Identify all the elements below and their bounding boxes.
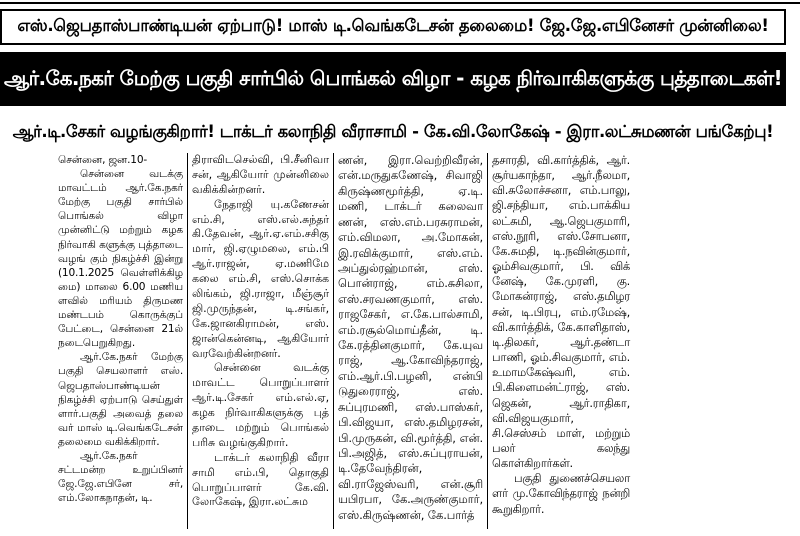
paragraph: பகுதி துணைச்செயலா ளர் மு.கோவிந்தராஜ் நன்றி கூறுகிறார்.	[492, 471, 630, 516]
article-column-2	[187, 153, 333, 529]
top-rule	[0, 0, 800, 9]
paragraph: திராவிடசெல்வி, பி.சீனிவா சன், ஆகியோர் முன்னிலை வகிக்கின்றனர்.	[192, 153, 329, 196]
article-column-4	[487, 153, 634, 529]
article-body	[54, 153, 784, 529]
paragraph: சென்னை வடக்கு மாவட்டம் ஆர்.கே.நகர் மேற்கு பகுதி சார்பில் பொங்கல் விழா முன்னிட்டு மற்றும் கழக நிர்வாகி களுக்கு புத்தாடை வழங் கும் நிகழ்ச்சி இன்று (10.1.2025 வெள்ளிக்கிழ மை) மாலை 6.00 மணிய ளவில் மரியம் திருமண மண்டபம் கொருக்குப் பேட்டை, சென்னை 21ல் நடைபெறுகிறது.	[58, 168, 183, 350]
paragraph: ஆர்.கே.நகர் மேற்கு பகுதி செயலாளர் எஸ். ஜெபதாஸ்பாண்டியன் நிகழ்ச்சி ஏற்பாடு செய்துள் ளார்.பகுதி அவைத் தலை வர் மாஸ் டி.வெங்கடேசன் தலைமை வகிக்கிறார்.	[58, 351, 183, 448]
headline: ஆர்.கே.நகர் மேற்கு பகுதி சார்பில் பொங்கல் விழா - கழக நிர்வாகிகளுக்கு புத்தாடைகள்!	[3, 65, 783, 90]
paragraph: டாக்டர் கலாநிதி வீரா சாமி எம்.பி, தொகுதி பொறுப்பாளர் கே.வி. லோகேஷ், இரா.லட்சும	[192, 450, 329, 509]
kicker-box	[0, 9, 786, 45]
headline-banner	[0, 52, 786, 106]
article-column-3	[333, 153, 487, 529]
kicker-line: எஸ்.ஜெபதாஸ்பாண்டியன் ஏற்பாடு! மாஸ் டி.வெங்கடேசன் தலைமை! ஜே.ஜே.எபினேசர் முன்னிலை!	[17, 16, 769, 35]
paragraph: நேதாஜி யு.கணேசன் எம்.சி, எஸ்.எல்.சுந்தர் கி.தேவன், ஆர்.ஏ.எம்.சசிகு மார், ஜி.ஏழுமலை, எம்.பி ஆர்.ராஜன், ஏ.மணிமே கலை எம்.சி, எஸ்.சொக்க லிங்கம், ஜி.ராஜா, மீஞ்சூர் ஜி.முருந்தன், டி.சங்கர், கே.ஜானகிராமன், எஸ். ஜான்கென்னடி, ஆகியோர் வரவேற்கின்றனர்.	[192, 197, 329, 360]
paragraph: தசாரதி, வி.கார்த்திக், ஆர். சூர்யகாந்தா, ஆர்.நீலமா, வி.சுலோச்சனா, எம்.பாலு, ஜி.சந்தியா, எம்.பாக்கிய லட்சுமி, ஆ.ஜெபகுமாரி, எஸ்.நூரி, எஸ்.சோபனா, கே.சுமதி, டி.நவின்குமார், ஓம்சிவகுமார், பி. விக் னேஷ், கே.முரளி, கு. மோகன்ராஜ், எஸ்.தமிழர சன், டி.பிரபு, எம்.ரமேஷ், வி.கார்த்திக், கே.காளிதாஸ், டி.திலகர், ஆர்.தண்டா பாணி, ஓம்.சிவகுமார், எம். உமாமகேஷ்வரி, எம். பி.கிளைமன்ட்ராஜ், எஸ். ஜெகன், ஆர்.ராதிகா, வி.விஜயகுமார், சி.செஸ்சம் மாள், மற்றும் பலர் கலந்து கொள்கிறார்கள்.	[492, 153, 630, 471]
paragraph: சென்னை வடக்கு மாவட்ட பொறுப்பாளர் ஆர்.டி.சேகர் எம்.எல்.ஏ, கழக நிர்வாகிகளுக்கு புத் தாடை மற்றும் பொங்கல் பரிசு வழங்குகிறார்.	[192, 361, 329, 449]
subheading: ஆர்.டி.சேகர் வழங்குகிறார்! டாக்டர் கலாநிதி வீராசாமி - கே.வி.லோகேஷ் - இரா.லட்சுமணன் பங்கேற்பு!	[12, 122, 774, 141]
paragraph: ணன், இரா.வெற்றிவீரன், என்.மருதுகணேஷ், சிவாஜி கிருஷ்ணமூர்த்தி, ஏ.டி. மணி, டாக்டர் கலைவா ணன், எஸ்.எம்.பரசுராமன், எம்.விமலா, அ.மோகன், இ.ரவிக்குமார், எஸ்.எம். அப்துல்ரஹ்மான், எஸ். பொன்ராஜ், எம்.சுசிலா, எஸ்.சரவணகுமார், எஸ். ராஜசேகர், எ.கே.பால்சாமி, எம்.ரசூல்மொய்தீன், டி. கே.ரத்தினகுமார், கே.யுவ ராஜ், ஆ.கோவிந்தராஜ், எம்.ஆர்.பி.பழனி, என்பி டுதுரைராஜ், எஸ். சுப்புரமணி, எஸ்.பாஸ்கர், பி.விஜயா, எஸ்.தமிழரசன், பி.முருகன், வி.மூர்த்தி, என். பி.அஜித், எஸ்.சுப்புராயன், டி.தேவேந்திரன், வி.ராஜேஸ்வரி, என்.சூரி யபிரபா, கே.அருண்குமார், எஸ்.கிருஷ்ணன், கே.பார்த்	[338, 153, 483, 522]
article-column-1	[54, 153, 187, 529]
subheading-box	[0, 115, 786, 151]
dateline: சென்னை, ஜன.10-	[58, 154, 147, 166]
paragraph: ஆர்.கே.நகர் சட்டமன்ற உறுப்பினர் ஜே.ஜே.எபினே சர், எம்.லோகநாதன், டி.	[58, 449, 183, 505]
